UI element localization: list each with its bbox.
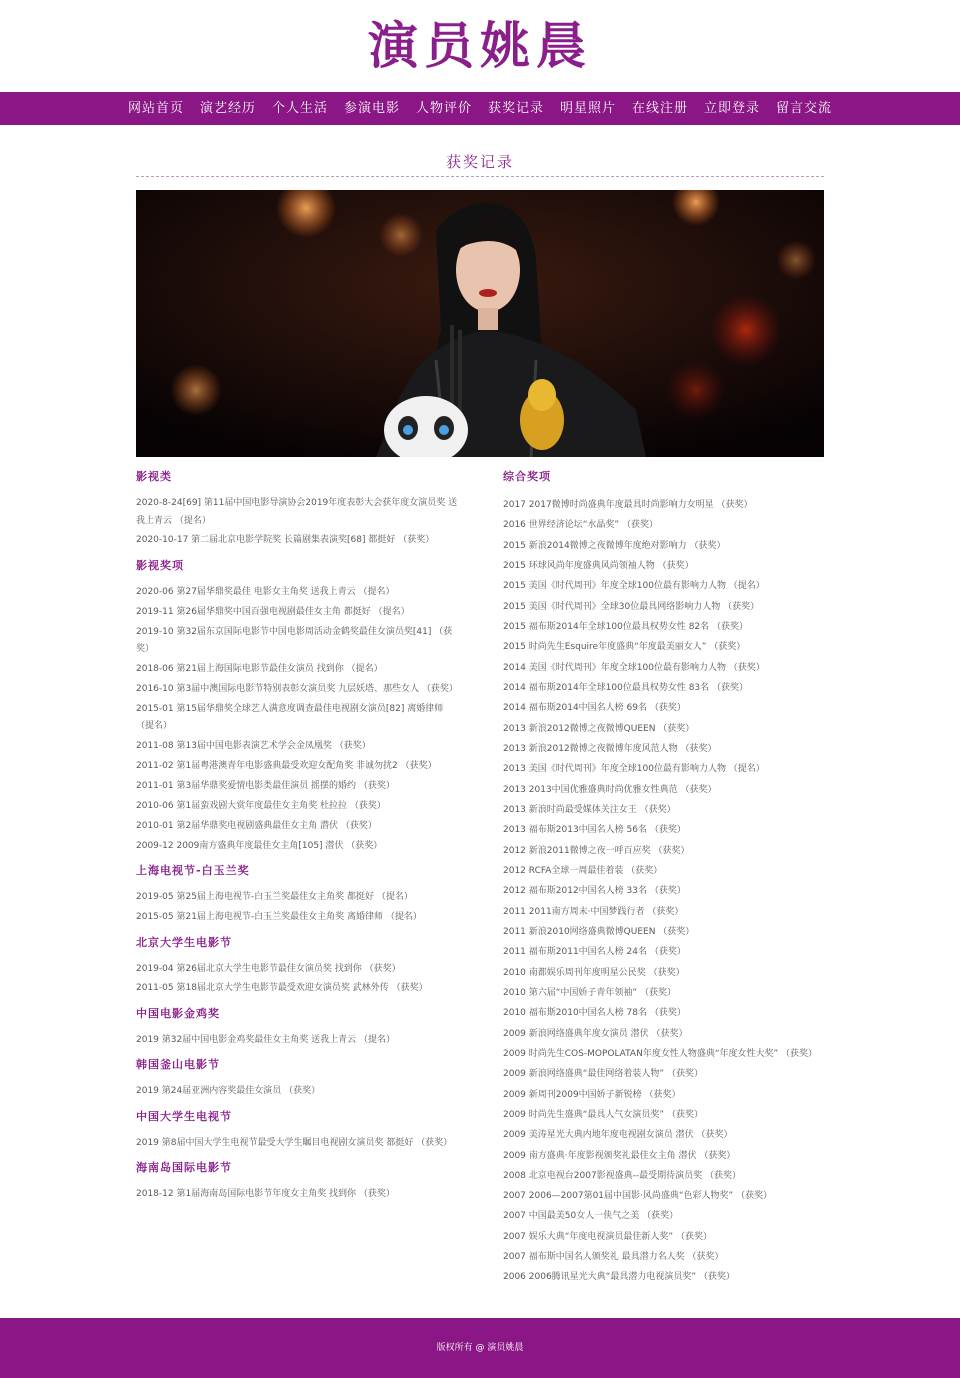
award-category (136, 1160, 458, 1204)
award-item: 2009-12 2009南方盛典年度最佳女主角[105] 潜伏 （获奖） (136, 840, 383, 851)
award-category (136, 1006, 458, 1050)
award-item: 2014 美国《时代周刊》年度全球100位最有影响力人物 （获奖） (503, 662, 765, 673)
award-item: 2009 南方盛典·年度影视颁奖礼最佳女主角 潜伏 （获奖） (503, 1150, 736, 1161)
category-title: 中国电影金鸡奖 (136, 1006, 220, 1020)
category-title: 综合奖项 (503, 470, 551, 483)
nav-item-guestbook[interactable]: 留言交流 (775, 101, 832, 116)
category-title: 中国大学生电视节 (136, 1109, 232, 1123)
main-nav (0, 92, 960, 125)
footer (0, 1318, 960, 1378)
award-item: 2011-05 第18届北京大学生电影节最受欢迎女演员奖 武林外传 （获奖） (136, 983, 428, 994)
award-item: 2015 美国《时代周刊》年度全球100位最有影响力人物 （提名） (503, 581, 765, 592)
award-item: 2018-12 第1届海南岛国际电影节年度女主角奖 找到你 （获奖） (136, 1189, 395, 1200)
award-item: 2007 中国最美50女人一侠气之美 （获奖） (503, 1211, 679, 1222)
award-item: 2010-01 第2届华鼎奖电视剧盛典最佳女主角 潜伏 （获奖） (136, 820, 377, 831)
award-item: 2019-10 第32届东京国际电影节中国电影周活动金鹤奖最佳女演员奖[41] （获奖） (136, 626, 453, 655)
category-title: 影视类 (136, 470, 172, 483)
award-category (136, 469, 458, 550)
nav-item-movies[interactable]: 参演电影 (343, 101, 400, 116)
title-divider (136, 176, 824, 177)
nav-item-career[interactable]: 演艺经历 (199, 101, 256, 116)
award-item: 2009 新周刊2009中国娇子新锐榜 （获奖） (503, 1089, 681, 1100)
award-category (136, 935, 458, 998)
award-item: 2013 福布斯2013中国名人榜 56名 （获奖） (503, 825, 686, 836)
banner-image (136, 190, 824, 457)
category-title: 海南岛国际电影节 (136, 1161, 232, 1175)
category-title: 上海电视节-白玉兰奖 (136, 864, 250, 878)
award-item: 2009 新浪网络盛典“最佳网络着装人物” （获奖） (503, 1069, 703, 1080)
award-item: 2016 世界经济论坛“水晶奖” （获奖） (503, 520, 658, 531)
award-item: 2011-02 第1届粤港澳青年电影盛典最受欢迎女配角奖 非诚勿扰2 （获奖） (136, 761, 437, 772)
award-item: 2015-05 第21届上海电视节-白玉兰奖最佳女主角奖 离婚律师 （提名） (136, 912, 422, 923)
award-item: 2020-10-17 第二届北京电影学院奖 长篇剧集表演奖[68] 都挺好 （获奖） (136, 535, 435, 546)
site-title: 演员姚晨 (368, 16, 592, 75)
award-item: 2009 时尚先生COS-MOPOLATAN年度女性人物盛典“年度女性大奖” （获奖） (503, 1048, 818, 1059)
award-item: 2019-04 第26届北京大学生电影节最佳女演员奖 找到你 （获奖） (136, 963, 401, 974)
award-item: 2012 RCFA全球一周最佳着装 （获奖） (503, 865, 663, 876)
award-item: 2010 福布斯2010中国名人榜 78名 （获奖） (503, 1008, 686, 1019)
category-title: 影视奖项 (136, 558, 184, 572)
award-item: 2020-8-24[69] 第11届中国电影导演协会2019年度表彰大会获年度女演员奖 送我上青云 （提名） (136, 498, 458, 526)
award-item: 2015 福布斯2014年全球100位最具权势女性 82名 （获奖） (503, 621, 749, 632)
award-item: 2019 第32届中国电影金鸡奖最佳女主角奖 送我上青云 （提名） (136, 1034, 395, 1045)
award-item: 2015 新浪2014微博之夜微博年度绝对影响力 （获奖） (503, 540, 726, 551)
award-item: 2019 第24届亚洲内容奖最佳女演员 （获奖） (136, 1086, 321, 1097)
award-item: 2009 时尚先生盛典“最具人气女演员奖” （获奖） (503, 1109, 703, 1120)
award-item: 2018-06 第21届上海国际电影节最佳女演员 找到你 （提名） (136, 664, 383, 675)
page-title: 获奖记录 (445, 153, 514, 171)
award-item: 2006 2006腾讯星光大典“最具潜力电视演员奖” （获奖） (503, 1272, 735, 1283)
award-item: 2011 新浪2010网络盛典微博QUEEN （获奖） (503, 926, 695, 937)
nav-item-personal-life[interactable]: 个人生活 (271, 101, 328, 116)
award-item: 2013 新浪2012微博之夜微博QUEEN （获奖） (503, 723, 695, 734)
award-item: 2008 北京电视台2007影视盛典--最受期待演员奖 （获奖） (503, 1170, 742, 1181)
award-category (136, 863, 458, 926)
award-item: 2016-10 第3届中澳国际电影节特别表彰女演员奖 九层妖塔、那些女人 （获奖） (136, 683, 458, 694)
award-category (503, 469, 825, 1287)
award-item: 2012 新浪2011微博之夜一呼百应奖 （获奖） (503, 845, 690, 856)
left-column (136, 469, 458, 1212)
award-item: 2013 新浪2012微博之夜微博年度风范人物 （获奖） (503, 743, 717, 754)
award-category (136, 1057, 458, 1101)
category-title: 韩国釜山电影节 (136, 1058, 220, 1072)
award-item: 2007 福布斯中国名人颁奖礼 最具潜力名人奖 （获奖） (503, 1252, 724, 1263)
award-item: 2015 环球风尚年度盛典风尚领袖人物 （获奖） (503, 560, 694, 571)
nav-item-awards[interactable]: 获奖记录 (487, 101, 544, 116)
award-item: 2007 2006—2007第01届中国影·风尚盛典“色彩人物奖” （获奖） (503, 1191, 773, 1202)
award-item: 2019-11 第26届华鼎奖中国百强电视剧最佳女主角 都挺好 （提名） (136, 606, 410, 617)
award-item: 2007 娱乐大典“年度电视演员最佳新人奖” （获奖） (503, 1231, 712, 1242)
award-item: 2011-01 第3届华鼎奖爱情电影类最佳演员 摇摆的婚约 （获奖） (136, 781, 395, 792)
award-item: 2011 2011南方周末·中国梦践行者 （获奖） (503, 906, 684, 917)
award-item: 2010 南都娱乐周刊年度明星公民奖 （获奖） (503, 967, 685, 978)
award-item: 2019-05 第25届上海电视节-白玉兰奖最佳女主角奖 都挺好 （提名） (136, 892, 413, 903)
right-column (503, 469, 825, 1290)
award-item: 2015 美国《时代周刊》全球30位最具网络影响力人物 （获奖） (503, 601, 760, 612)
nav-item-photos[interactable]: 明星照片 (559, 101, 616, 116)
award-item: 2013 新浪时尚最受媒体关注女王 （获奖） (503, 804, 676, 815)
award-item: 2009 新浪网络盛典年度女演员 潜伏 （获奖） (503, 1028, 688, 1039)
award-item: 2013 美国《时代周刊》年度全球100位最有影响力人物 （提名） (503, 764, 765, 775)
nav-item-reviews[interactable]: 人物评价 (415, 101, 472, 116)
award-item: 2010 第六届“中国娇子青年领袖” （获奖） (503, 987, 676, 998)
award-item: 2017 2017微博时尚盛典年度最具时尚影响力女明星 （获奖） (503, 500, 753, 510)
nav-item-home[interactable]: 网站首页 (127, 101, 184, 116)
copyright-text: 版权所有 @ 演员姚晨 (436, 1343, 524, 1353)
award-item: 2015 时尚先生Esquire年度盛典“年度最美丽女人” （获奖） (503, 642, 746, 653)
award-item: 2015-01 第15届华鼎奖全球艺人满意度调查最佳电视剧女演员[82] 离婚律师 （提名） (136, 703, 444, 732)
award-item: 2013 2013中国优雅盛典时尚优雅女性典范 （获奖） (503, 784, 717, 795)
award-item: 2009 美涛星光大典内地年度电视剧女演员 潜伏 （获奖） (503, 1130, 733, 1141)
award-item: 2014 福布斯2014年全球100位最具权势女性 83名 （获奖） (503, 682, 749, 693)
award-item: 2019 第8届中国大学生电视节最受大学生瞩目电视剧女演员奖 都挺好 （获奖） (136, 1137, 453, 1148)
award-item: 2011-08 第13届中国电影表演艺术学会金凤凰奖 （获奖） (136, 741, 371, 752)
category-title: 北京大学生电影节 (136, 935, 232, 949)
award-item: 2020-06 第27届华鼎奖最佳 电影女主角奖 送我上青云 （提名） (136, 586, 395, 597)
award-item: 2011 福布斯2011中国名人榜 24名 （获奖） (503, 947, 686, 958)
award-category (136, 558, 458, 855)
award-category (136, 1109, 458, 1153)
nav-item-login[interactable]: 立即登录 (703, 101, 760, 116)
award-item: 2010-06 第1届蛮戏剧大赏年度最佳女主角奖 杜拉拉 （获奖） (136, 800, 386, 811)
nav-item-register[interactable]: 在线注册 (631, 101, 688, 116)
award-item: 2014 福布斯2014中国名人榜 69名 （获奖） (503, 703, 686, 714)
award-item: 2012 福布斯2012中国名人榜 33名 （获奖） (503, 886, 686, 897)
